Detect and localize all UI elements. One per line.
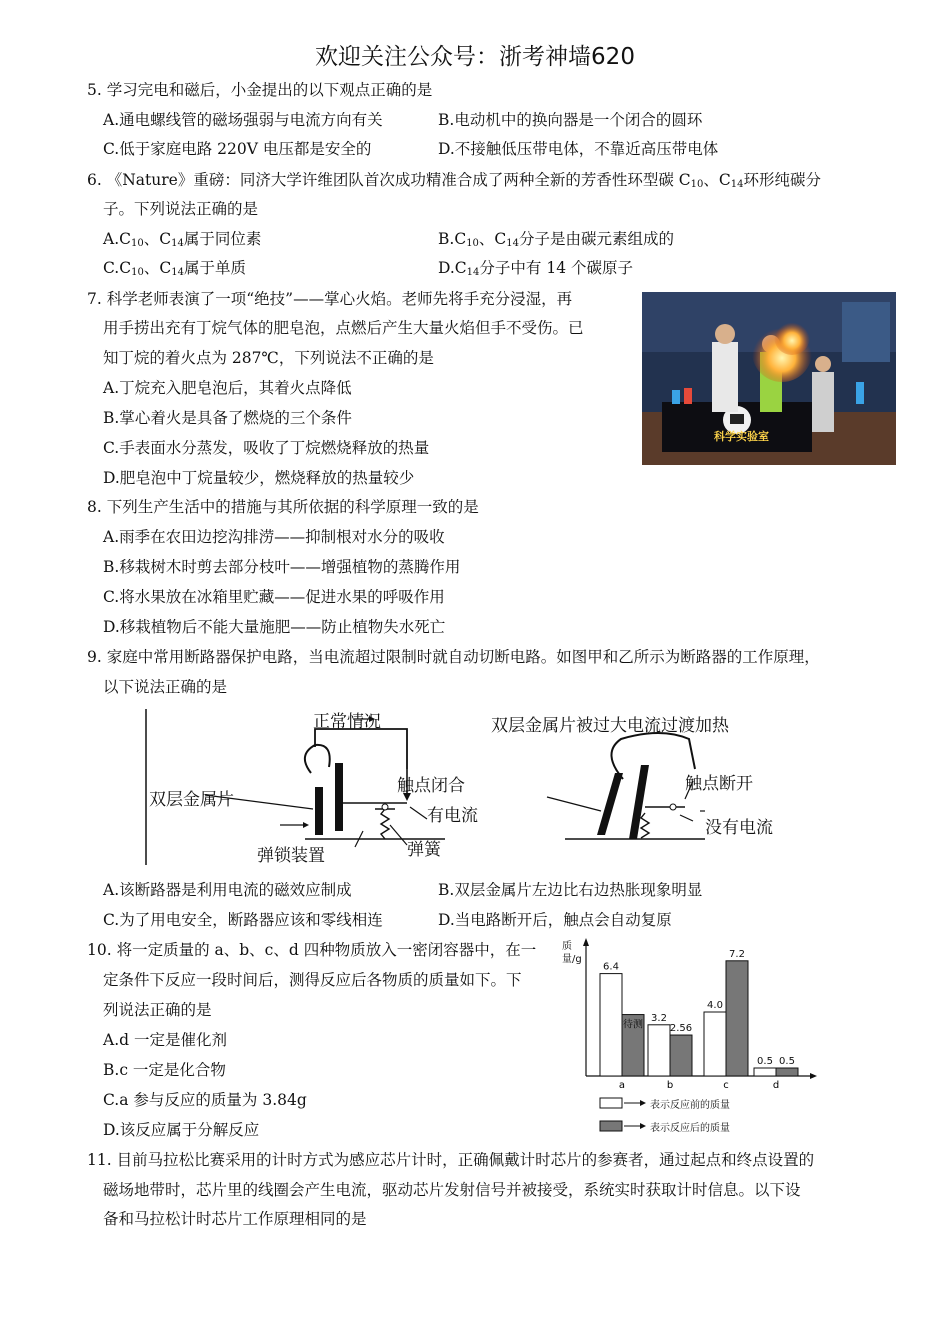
q5-option-c: C.低于家庭电路 220V 电压都是安全的 bbox=[103, 140, 372, 158]
label-contact-open: 触点断开 bbox=[685, 774, 753, 794]
label-spring: 弹簧 bbox=[407, 840, 441, 860]
q5-option-d: D.不接触低压带电体，不靠近高压带电体 bbox=[438, 140, 719, 158]
label-has-current: 有电流 bbox=[427, 806, 478, 826]
q9-option-a: A.该断路器是利用电流的磁效应制成 bbox=[103, 881, 352, 899]
label-overheat: 双层金属片被过大电流过渡加热 bbox=[491, 716, 729, 736]
q5-option-a: A.通电螺线管的磁场强弱与电流方向有关 bbox=[103, 111, 383, 129]
category-label-c: c bbox=[723, 1080, 729, 1091]
q8-stem: 8. 下列生产生活中的措施与其所依据的科学原理一致的是 bbox=[87, 498, 479, 516]
bar-d-after bbox=[776, 1068, 798, 1076]
legend-swatch-before bbox=[600, 1098, 622, 1108]
q10-stem-line2: 定条件下反应一段时间后，测得反应后各物质的质量如下。下 bbox=[103, 971, 522, 989]
q11-stem-line1: 11. 目前马拉松比赛采用的计时方式为感应芯片计时，正确佩戴计时芯片的参赛者，通过起点和终点设置的 bbox=[87, 1151, 815, 1169]
q9-stem-line2: 以下说法正确的是 bbox=[103, 678, 228, 696]
q7-option-a: A.丁烷充入肥皂泡后，其着火点降低 bbox=[103, 379, 352, 397]
legend-label-after: 表示反应后的质量 bbox=[650, 1123, 730, 1134]
circuit-breaker-diagram bbox=[145, 707, 825, 867]
q10-option-d: D.该反应属于分解反应 bbox=[103, 1121, 260, 1139]
q7-stem-line2: 用手捞出充有丁烷气体的肥皂泡，点燃后产生大量火焰但手不受伤。已 bbox=[103, 319, 584, 337]
q9-option-b: B.双层金属片左边比右边热胀现象明显 bbox=[438, 881, 703, 899]
category-label-d: d bbox=[772, 1080, 780, 1091]
q5-option-b: B.电动机中的换向器是一个闭合的圆环 bbox=[438, 111, 703, 129]
label-contact-closed: 触点闭合 bbox=[397, 776, 465, 796]
q10-stem-line3: 列说法正确的是 bbox=[103, 1001, 212, 1019]
bar-d-before bbox=[754, 1068, 776, 1076]
data-label-b-before: 3.2 bbox=[651, 1012, 667, 1024]
bar-b-before bbox=[648, 1025, 670, 1076]
q7-option-c: C.手表面水分蒸发，吸收了丁烷燃烧释放的热量 bbox=[103, 439, 430, 457]
q6-option-b: $B.C_{10}$、$C_{14}$分子是由碳元素组成的 bbox=[438, 230, 675, 249]
q8-option-a: A.雨季在农田边挖沟排涝——抑制根对水分的吸收 bbox=[103, 528, 445, 546]
demo-photo bbox=[642, 292, 896, 465]
data-label-d-after: 0.5 bbox=[779, 1056, 795, 1067]
q11-stem-line2: 磁场地带时，芯片里的线圈会产生电流，驱动芯片发射信号并被接受，系统实时获取计时信息。以下设 bbox=[103, 1181, 801, 1199]
q6-option-d: $D.C_{14}$分子中有 14 个碳原子 bbox=[438, 259, 633, 278]
data-label-c-after: 7.2 bbox=[729, 948, 745, 960]
data-label-d-before: 0.5 bbox=[757, 1056, 773, 1067]
q6-option-c: $C.C_{10}$、$C_{14}$属于单质 bbox=[103, 259, 246, 278]
q10-option-c: C.a 参与反应的质量为 3.84g bbox=[103, 1091, 307, 1109]
q7-stem-line3: 知丁烷的着火点为 287℃，下列说法不正确的是 bbox=[103, 349, 434, 367]
q8-option-b: B.移栽树木时剪去部分枝叶——增强植物的蒸腾作用 bbox=[103, 558, 461, 576]
chart-ylabel: 质量/g bbox=[562, 941, 582, 965]
q5-stem: 5. 学习完电和磁后，小金提出的以下观点正确的是 bbox=[87, 81, 433, 99]
y-axis-arrow bbox=[583, 938, 589, 946]
bar-c-after bbox=[726, 961, 748, 1076]
data-label-a-after: 待测 bbox=[623, 1019, 643, 1031]
label-lock: 弹锁装置 bbox=[257, 846, 325, 866]
label-no-current: 没有电流 bbox=[705, 818, 773, 838]
category-label-a: a bbox=[618, 1080, 626, 1091]
q8-option-c: C.将水果放在冰箱里贮藏——促进水果的呼吸作用 bbox=[103, 588, 445, 606]
q9-option-c: C.为了用电安全，断路器应该和零线相连 bbox=[103, 911, 383, 929]
photo-banner-text: 科学实验室 bbox=[714, 430, 769, 443]
x-axis-arrow bbox=[810, 1073, 817, 1079]
label-bimetal: 双层金属片 bbox=[149, 790, 234, 810]
q10-stem-line1: 10. 将一定质量的 a、b、c、d 四种物质放入一密闭容器中，在一 bbox=[87, 941, 537, 959]
bar-c-before bbox=[704, 1012, 726, 1076]
bar-a-before bbox=[600, 974, 622, 1076]
category-label-b: b bbox=[666, 1080, 674, 1091]
legend-label-before: 表示反应前的质量 bbox=[650, 1100, 730, 1111]
q7-stem-line1: 7. 科学老师表演了一项“绝技”——掌心火焰。老师先将手充分浸湿，再 bbox=[87, 290, 573, 308]
q10-option-b: B.c 一定是化合物 bbox=[103, 1061, 226, 1079]
data-label-a-before: 6.4 bbox=[603, 961, 619, 973]
legend-swatch-after bbox=[600, 1121, 622, 1131]
q10-option-a: A.d 一定是催化剂 bbox=[103, 1031, 227, 1049]
label-normal: 正常情况 bbox=[313, 712, 381, 732]
q11-stem-line3: 备和马拉松计时芯片工作原理相同的是 bbox=[103, 1210, 367, 1228]
q8-option-d: D.移栽植物后不能大量施肥——防止植物失水死亡 bbox=[103, 618, 446, 636]
page-header: 欢迎关注公众号：浙考神墙620 bbox=[315, 44, 635, 70]
q6-stem-line2: 子。下列说法正确的是 bbox=[103, 200, 259, 218]
q9-option-d: D.当电路断开后，触点会自动复原 bbox=[438, 911, 672, 929]
bar-b-after bbox=[670, 1035, 692, 1076]
mass-bar-chart bbox=[560, 936, 820, 1136]
legend-arrowhead-before bbox=[640, 1100, 646, 1106]
q6-stem-line1: 6. 《Nature》重磅：同济大学许维团队首次成功精准合成了两种全新的芳香性环型碳 $C_{10}$、$C_{14}$环形纯碳分 bbox=[87, 171, 821, 190]
q7-option-b: B.掌心着火是具备了燃烧的三个条件 bbox=[103, 409, 352, 427]
legend-arrowhead-after bbox=[640, 1123, 646, 1129]
q6-option-a: $A.C_{10}$、$C_{14}$属于同位素 bbox=[103, 230, 262, 249]
q9-stem-line1: 9. 家庭中常用断路器保护电路，当电流超过限制时就自动切断电路。如图甲和乙所示为断路器的工作原理， bbox=[87, 648, 820, 666]
q7-option-d: D.肥皂泡中丁烷量较少，燃烧释放的热量较少 bbox=[103, 469, 415, 487]
data-label-c-before: 4.0 bbox=[707, 1000, 723, 1011]
data-label-b-after: 2.56 bbox=[669, 1023, 693, 1035]
